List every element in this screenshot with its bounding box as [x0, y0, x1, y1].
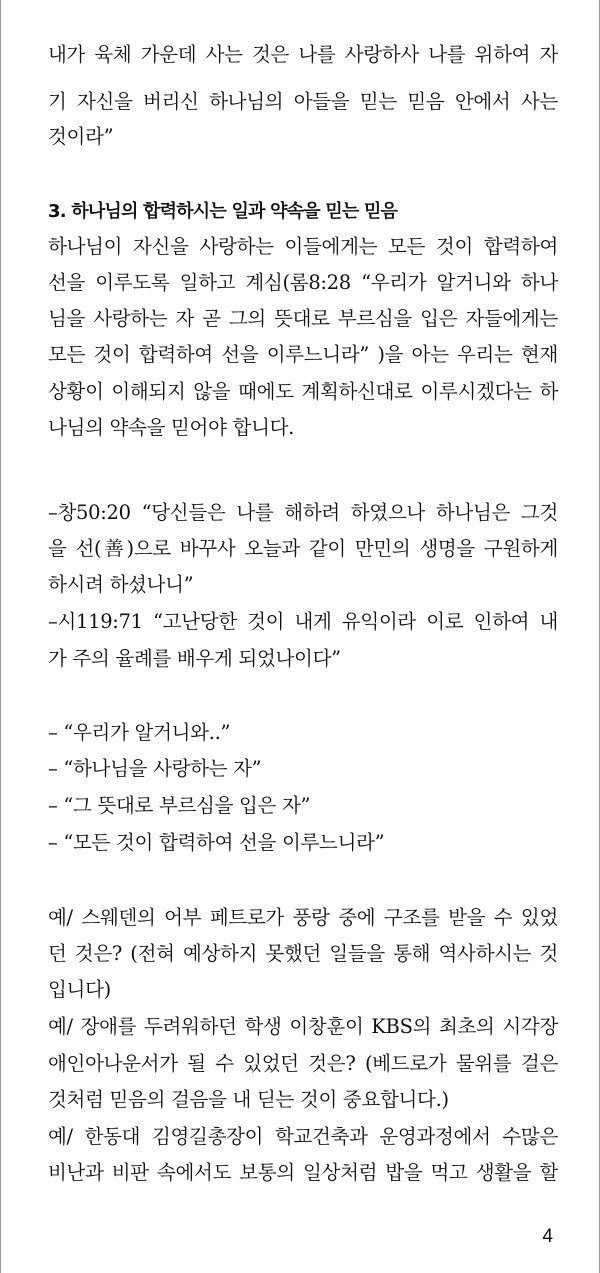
example-1-line-1: 예/ 스웨덴의 어부 페트로가 풍랑 중에 구조를 받을 수 있었 [48, 906, 558, 929]
example-2-line-1: 예/ 장애를 두려워하던 학생 이창훈이 KBS의 최초의 시각장 [48, 1015, 558, 1038]
list-item: – “그 뜻대로 부르심을 입은 자” [48, 794, 311, 817]
list-item: – “우리가 알거니와..” [48, 721, 231, 744]
main-line-2: 선을 이루도록 일하고 계심(롬8:28 “우리가 알거니와 하나 [48, 271, 558, 294]
list-item: – “하나님을 사랑하는 자” [48, 757, 262, 780]
example-3-line-2: 비난과 비판 속에서도 보통의 일상처럼 밥을 먹고 생활을 할 [48, 1161, 558, 1184]
main-line-1: 하나님이 자신을 사랑하는 이들에게는 모든 것이 합력하여 [48, 235, 558, 258]
quote-gen-line-3: 하시려 하셨나니” [48, 573, 194, 596]
intro-line-2: 기 자신을 버리신 하나님의 아들을 믿는 믿음 안에서 사는 [48, 90, 558, 113]
main-line-6: 나님의 약속을 믿어야 합니다. [48, 416, 295, 439]
example-2-line-3: 것처럼 믿음의 걸음을 내 딛는 것이 중요합니다.) [48, 1088, 449, 1111]
example-1-line-2: 던 것은? (전혀 예상하지 못했던 일들을 통해 역사하시는 것 [48, 942, 558, 965]
page-number: 4 [542, 1226, 553, 1247]
intro-line-1: 내가 육체 가운데 사는 것은 나를 사랑하사 나를 위하여 자 [48, 43, 558, 66]
intro-line-3: 것이라” [48, 125, 114, 148]
main-line-5: 상황이 이해되지 않을 때에도 계획하신대로 이루시겠다는 하 [48, 380, 558, 403]
list-item: – “모든 것이 합력하여 선을 이루느니라” [48, 831, 385, 854]
example-1-line-3: 입니다) [48, 978, 111, 1001]
example-3-line-1: 예/ 한동대 김영길총장이 학교건축과 운영과정에서 수많은 [48, 1125, 558, 1148]
quote-gen-line-1: –창50:20 “당신들은 나를 해하려 하였으나 하나님은 그것 [48, 501, 558, 524]
main-line-3: 님을 사랑하는 자 곧 그의 뜻대로 부르심을 입은 자들에게는 [48, 307, 558, 330]
quote-ps-line-1: –시119:71 “고난당한 것이 내게 유익이라 이로 인하여 내 [48, 610, 558, 633]
quote-gen-line-2: 을 선(善)으로 바꾸사 오늘과 같이 만민의 생명을 구원하게 [48, 537, 558, 560]
quote-ps-line-2: 가 주의 율례를 배우게 되었나이다” [48, 647, 341, 670]
example-2-line-2: 애인아나운서가 될 수 있었던 것은? (베드로가 물위를 걸은 [48, 1052, 558, 1075]
section-heading: 3. 하나님의 합력하시는 일과 약속을 믿는 믿음 [48, 201, 398, 222]
main-line-4: 모든 것이 합력하여 선을 이루느니라” )을 아는 우리는 현재 [48, 343, 558, 366]
